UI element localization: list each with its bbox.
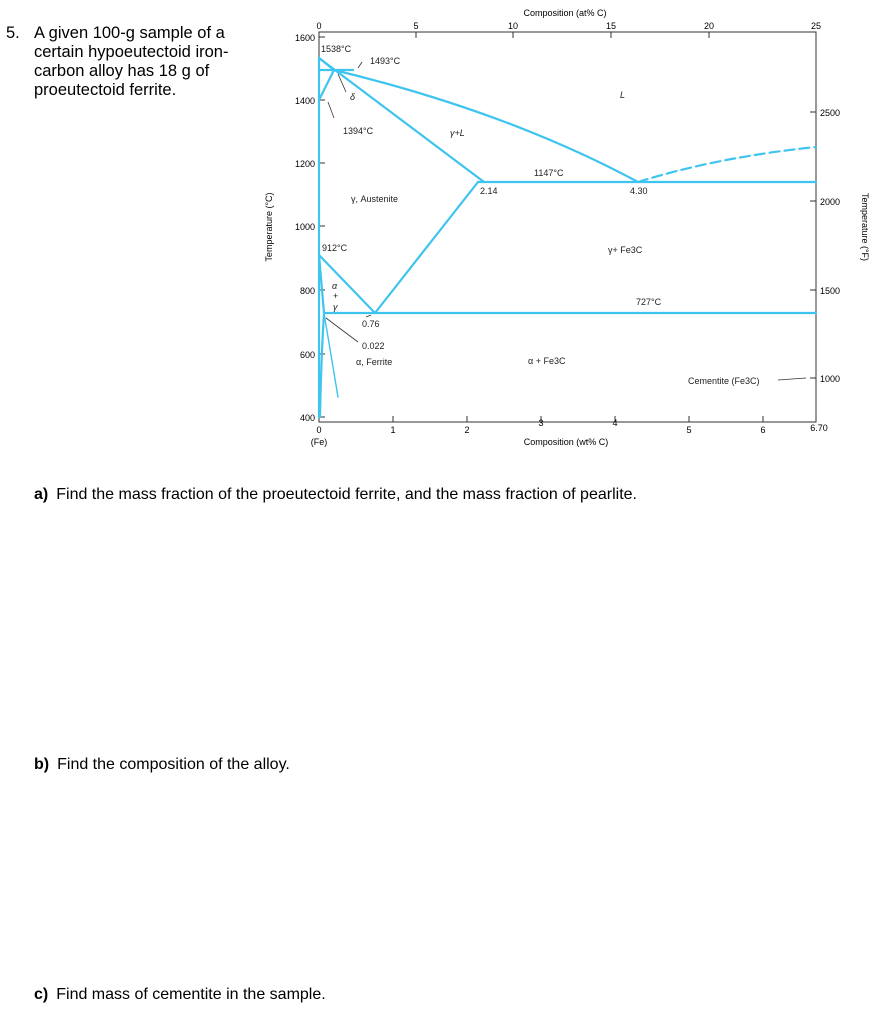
right-tick-label: 1500 bbox=[820, 286, 841, 296]
label-gamma-liquid: γ+L bbox=[450, 128, 465, 138]
question-c-label: c) bbox=[34, 986, 49, 1003]
left-tick-label: 1200 bbox=[294, 159, 315, 169]
leader-lines bbox=[326, 62, 806, 380]
bottom-axis-title: Composition (wt% C) bbox=[523, 437, 609, 447]
plot-frame bbox=[319, 32, 816, 422]
phase-lines bbox=[319, 58, 816, 417]
bottom-tick-label: 0 bbox=[316, 425, 322, 435]
top-tick-label: 15 bbox=[605, 21, 617, 31]
left-tick-label: 1400 bbox=[294, 96, 315, 106]
bottom-tick-label: 6 bbox=[760, 425, 766, 435]
label-austenite: γ, Austenite bbox=[351, 194, 399, 204]
label-1147: 1147°C bbox=[534, 168, 564, 178]
label-gamma-fe3c: γ+ Fe3C bbox=[608, 245, 643, 255]
label-1394: 1394°C bbox=[343, 126, 374, 136]
label-2.14: 2.14 bbox=[480, 186, 498, 196]
top-axis-title: Composition (at% C) bbox=[523, 8, 607, 18]
question-c-text: Find mass of cementite in the sample. bbox=[56, 986, 326, 1003]
right-tick-label: 2000 bbox=[820, 197, 841, 207]
label-ag-gamma: γ bbox=[333, 302, 338, 312]
label-0.022: 0.022 bbox=[362, 341, 385, 351]
left-tick-label: 800 bbox=[299, 286, 315, 296]
label-1493: 1493°C bbox=[370, 56, 401, 66]
left-tick-label: 400 bbox=[299, 413, 315, 423]
bottom-tick-label: 6.70 bbox=[810, 423, 828, 433]
question-b bbox=[34, 756, 290, 774]
question-b-label: b) bbox=[34, 756, 50, 773]
bottom-tick-label: 4 bbox=[612, 418, 618, 428]
question-c bbox=[34, 986, 326, 1004]
iron-carbon-phase-diagram bbox=[258, 2, 870, 452]
problem-number: 5. bbox=[6, 24, 20, 42]
fe-label: (Fe) bbox=[310, 437, 328, 447]
left-tick-label: 1600 bbox=[294, 33, 315, 43]
problem-text: A given 100-g sample of a certain hypoeutectoid iron-carbon alloy has 18 g of proeutectoid ferrite. bbox=[34, 24, 229, 99]
label-ferrite: α, Ferrite bbox=[356, 357, 393, 367]
question-a-text: Find the mass fraction of the proeutectoid ferrite, and the mass fraction of pearlite. bbox=[56, 486, 637, 503]
delta-solvus bbox=[319, 70, 334, 100]
top-tick-label: 0 bbox=[316, 21, 322, 31]
label-727: 727°C bbox=[636, 297, 662, 307]
diagram-labels bbox=[321, 44, 760, 386]
label-0.76: 0.76 bbox=[362, 319, 380, 329]
a3-line bbox=[319, 255, 375, 313]
liquidus-austenite bbox=[334, 70, 638, 182]
label-delta: δ bbox=[350, 92, 356, 102]
bottom-tick-label: 2 bbox=[464, 425, 470, 435]
ferrite-solvus bbox=[320, 313, 324, 417]
question-a-label: a) bbox=[34, 486, 49, 503]
cementite-liquidus bbox=[638, 147, 816, 182]
question-a bbox=[34, 486, 637, 504]
label-alpha-fe3c: α + Fe3C bbox=[528, 356, 566, 366]
top-tick-label: 5 bbox=[413, 21, 419, 31]
bottom-tick-label: 5 bbox=[686, 425, 692, 435]
left-axis-title: Temperature (°C) bbox=[264, 192, 274, 262]
bottom-tick-label: 3 bbox=[538, 418, 544, 428]
right-ticks bbox=[810, 108, 840, 384]
question-b-text: Find the composition of the alloy. bbox=[57, 756, 290, 773]
left-tick-label: 600 bbox=[299, 350, 315, 360]
label-1538: 1538°C bbox=[321, 44, 352, 54]
delta-boundary bbox=[319, 58, 334, 70]
label-912: 912°C bbox=[322, 243, 348, 253]
right-axis-title: Temperature (°F) bbox=[860, 192, 870, 262]
bottom-ticks bbox=[316, 416, 827, 435]
label-ag-alpha: α bbox=[332, 281, 338, 291]
right-tick-label: 1000 bbox=[820, 374, 841, 384]
left-tick-label: 1000 bbox=[294, 222, 315, 232]
bottom-tick-label: 1 bbox=[390, 425, 396, 435]
label-liquid: L bbox=[620, 90, 626, 100]
liquidus-left bbox=[319, 58, 484, 182]
label-ag-plus: + bbox=[333, 291, 339, 301]
problem-statement bbox=[6, 24, 264, 100]
right-tick-label: 2500 bbox=[820, 108, 841, 118]
label-4.30: 4.30 bbox=[630, 186, 648, 196]
top-ticks bbox=[316, 21, 821, 38]
top-tick-label: 25 bbox=[810, 21, 822, 31]
top-tick-label: 20 bbox=[703, 21, 715, 31]
label-cementite: Cementite (Fe3C) bbox=[688, 376, 760, 386]
top-tick-label: 10 bbox=[507, 21, 519, 31]
